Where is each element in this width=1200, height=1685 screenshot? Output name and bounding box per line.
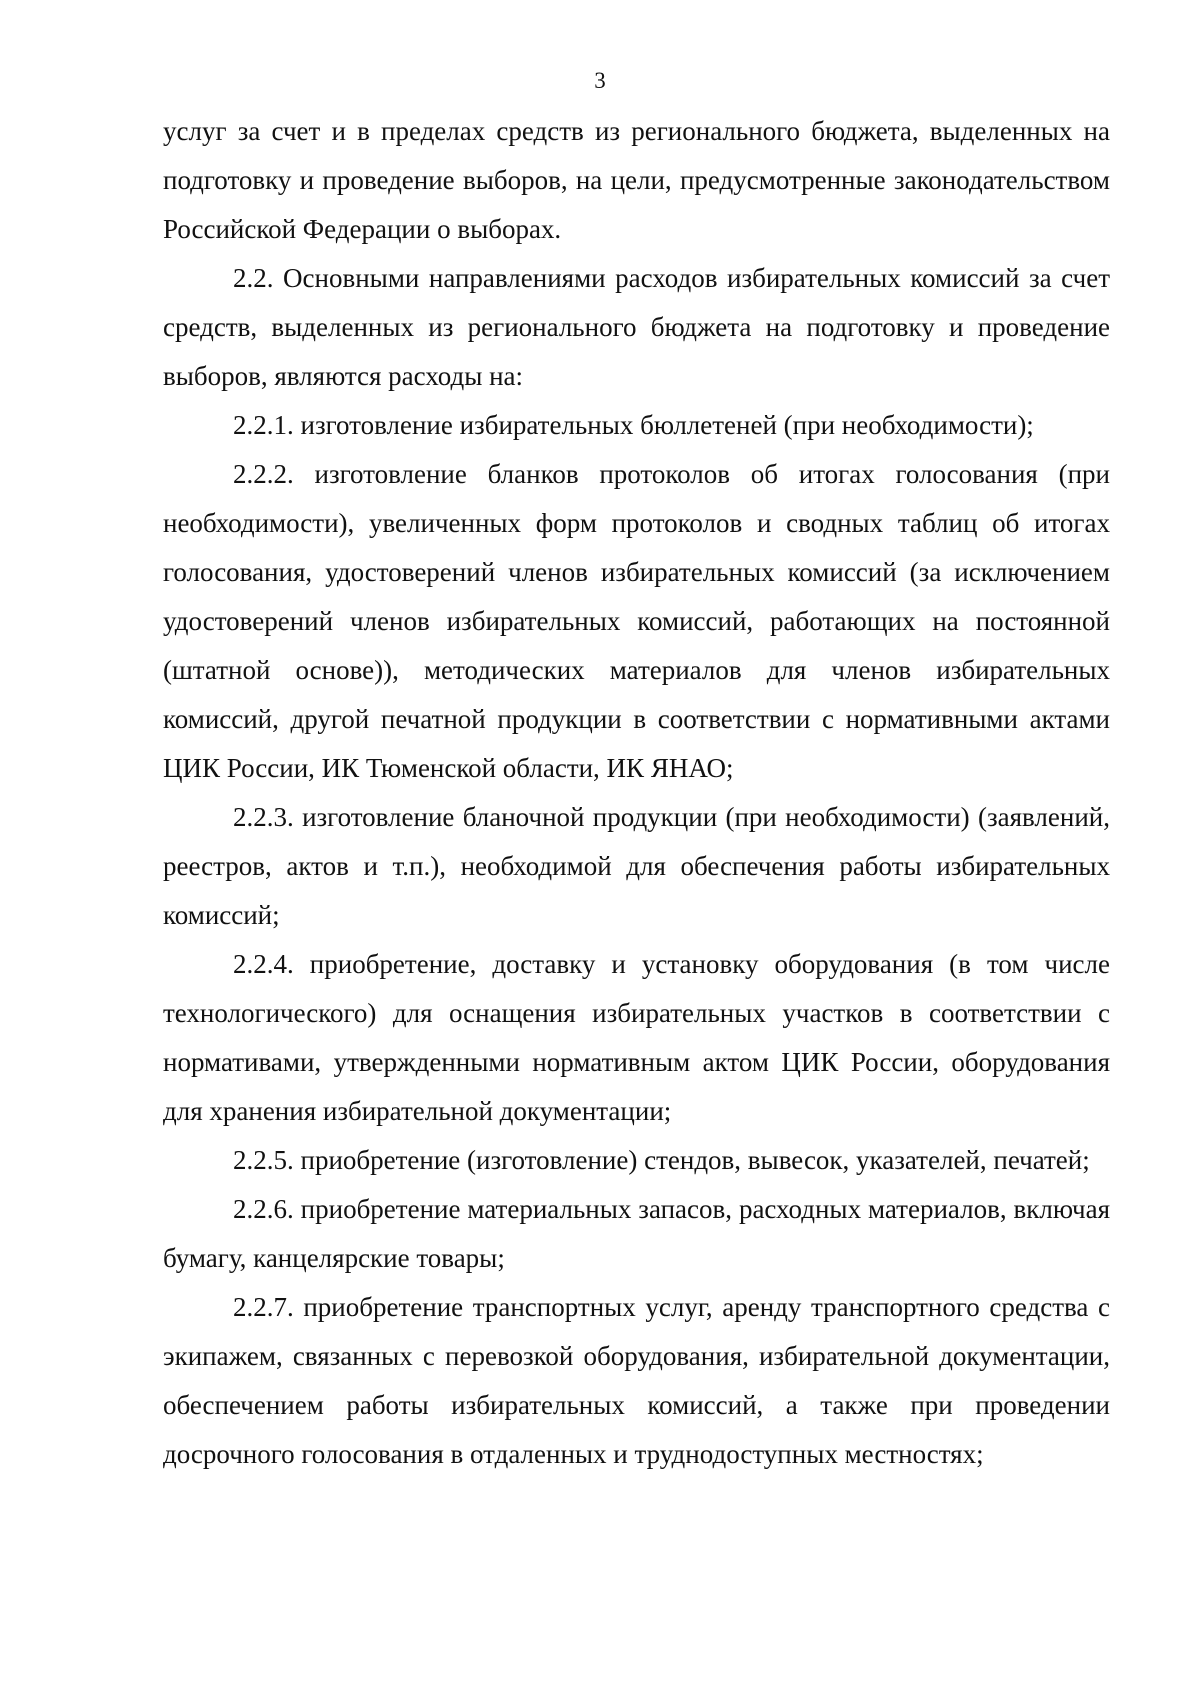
paragraph-2-2-4: 2.2.4. приобретение, доставку и установку оборудования (в том числе технологического) для оснащения избирательных участков в соответствии с нормативами, утвержденными нормативным актом ЦИК России, оборудования для хранения избирательной документации; [163,949,1110,1126]
paragraph-2-2-7: 2.2.7. приобретение транспортных услуг, аренду транспортного средства с экипажем, связанных с перевозкой оборудования, избирательной документации, обеспечением работы избирательных комиссий, а также при проведении досрочного голосования в отдаленных и труднодоступных местностях; [163,1292,1110,1469]
page-number: 3 [594,68,606,93]
paragraph-2-2: 2.2. Основными направлениями расходов избирательных комиссий за счет средств, выделенных из регионального бюджета на подготовку и проведение выборов, являются расходы на: [163,263,1110,391]
paragraph-continuation: услуг за счет и в пределах средств из регионального бюджета, выделенных на подготовку и проведение выборов, на цели, предусмотренные законодательством Российской Федерации о выборах. [163,116,1110,244]
paragraph-2-2-2: 2.2.2. изготовление бланков протоколов об итогах голосования (при необходимости), увеличенных форм протоколов и сводных таблиц об итогах голосования, удостоверений членов избирательных комиссий (за исключением удостоверений членов избирательных комиссий, работающих на постоянной (штатной основе)), методических материалов для членов избирательных комиссий, другой печатной продукции в соответствии с нормативными актами ЦИК России, ИК Тюменской области, ИК ЯНАО; [163,459,1110,783]
paragraph-2-2-6: 2.2.6. приобретение материальных запасов, расходных материалов, включая бумагу, канцелярские товары; [163,1194,1110,1273]
document-body [163,107,1110,1479]
paragraph-2-2-5: 2.2.5. приобретение (изготовление) стендов, вывесок, указателей, печатей; [233,1145,1090,1175]
paragraph-2-2-1: 2.2.1. изготовление избирательных бюллетеней (при необходимости); [233,410,1034,440]
paragraph-2-2-3: 2.2.3. изготовление бланочной продукции (при необходимости) (заявлений, реестров, актов и т.п.), необходимой для обеспечения работы избирательных комиссий; [163,802,1110,930]
